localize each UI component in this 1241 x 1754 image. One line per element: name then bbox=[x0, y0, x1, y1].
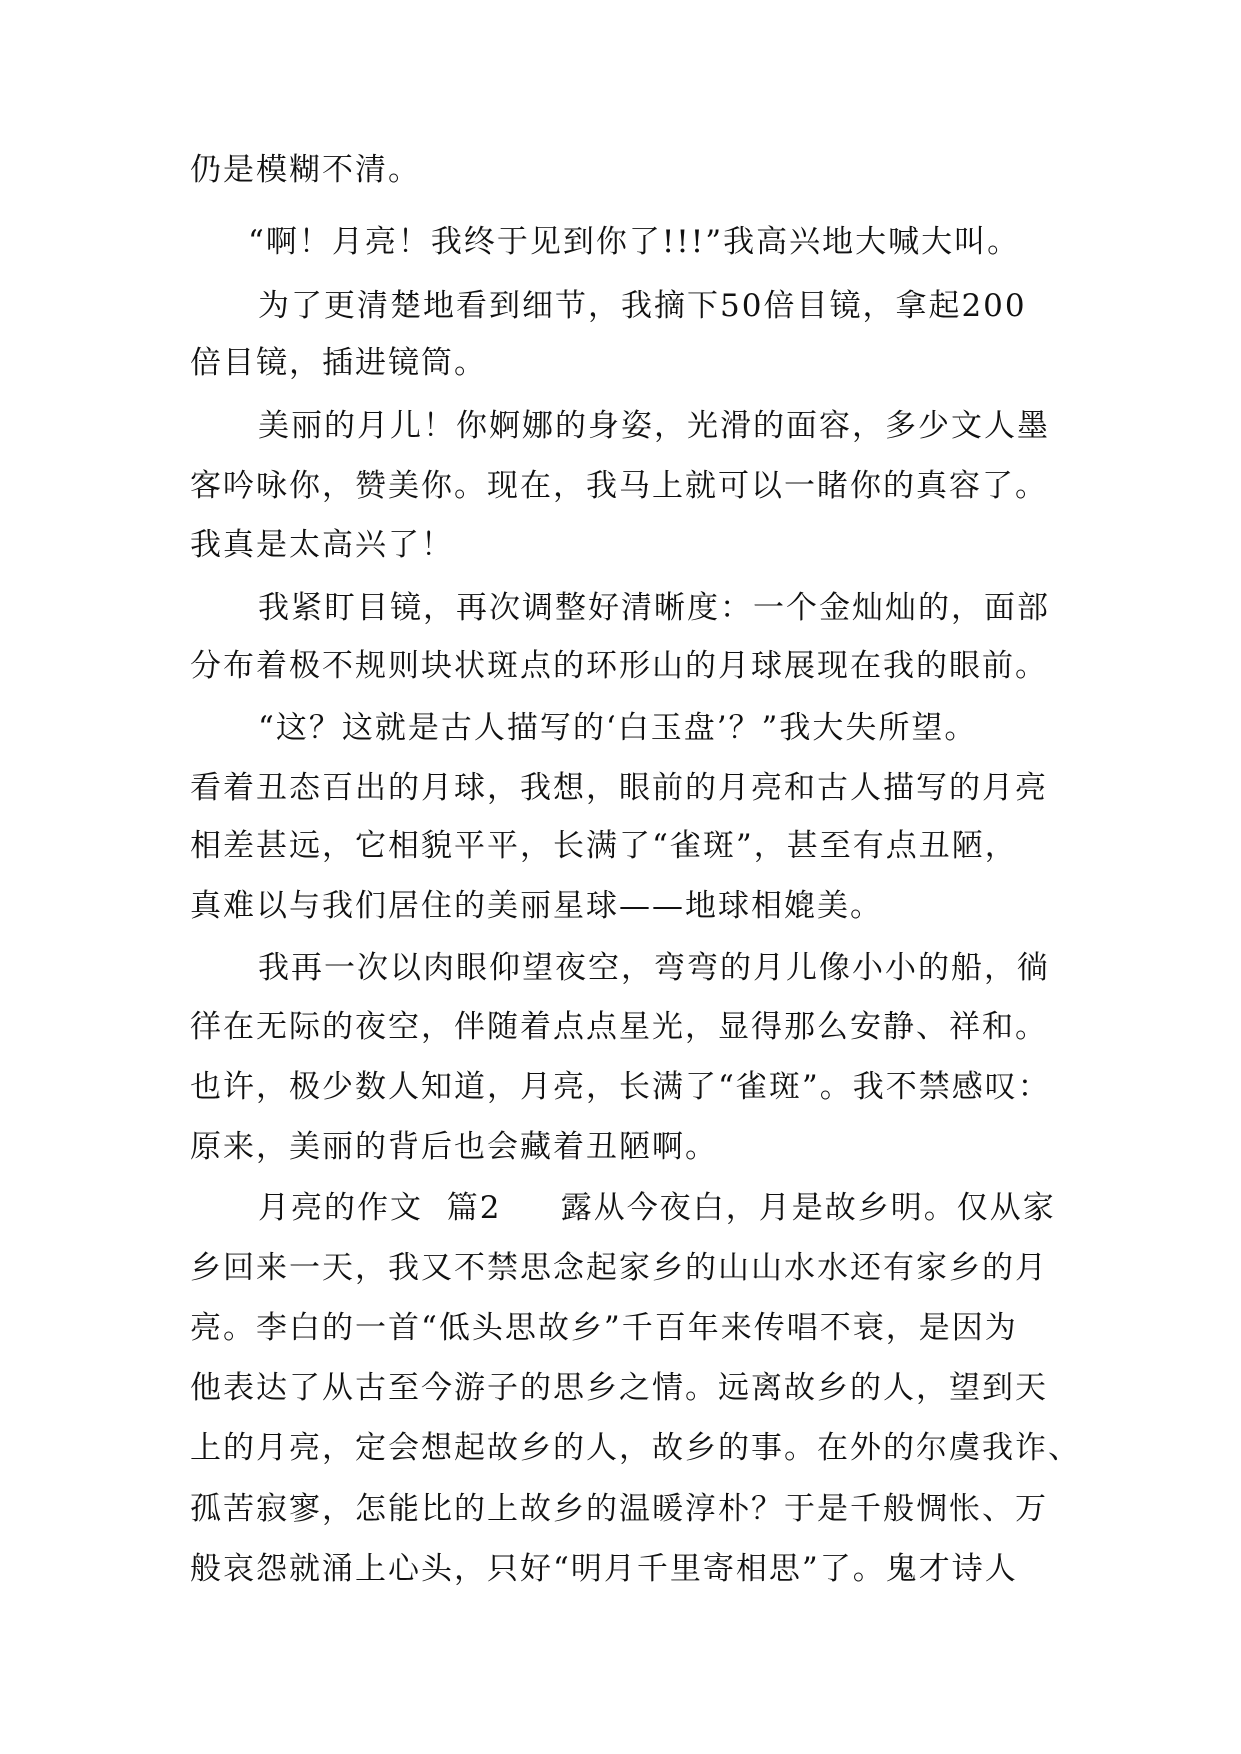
text-line: 徉在无际的夜空，伴随着点点星光，显得那么安静、祥和。 bbox=[190, 1009, 1048, 1045]
text-line: 般哀怨就涌上心头，只好“明月千里寄相思”了。鬼才诗人 bbox=[190, 1551, 1018, 1587]
text-line: 我再一次以肉眼仰望夜空，弯弯的月儿像小小的船，徜 bbox=[258, 950, 1050, 986]
text-line: 分布着极不规则块状斑点的环形山的月球展现在我的眼前。 bbox=[190, 648, 1048, 684]
text-line: 孤苦寂寥，怎能比的上故乡的温暖淳朴？于是千般惆怅、万 bbox=[190, 1491, 1048, 1527]
text-line: 仍是模糊不清。 bbox=[190, 152, 421, 188]
text-line: 相差甚远，它相貌平平，长满了“雀斑”，甚至有点丑陋， bbox=[190, 828, 1018, 864]
text-line: 原来，美丽的背后也会藏着丑陋啊。 bbox=[190, 1129, 718, 1165]
text-line: 为了更清楚地看到细节，我摘下50倍目镜，拿起200 bbox=[258, 288, 1027, 324]
text-line: 上的月亮，定会想起故乡的人，故乡的事。在外的尔虞我诈、 bbox=[190, 1430, 1081, 1466]
text-line: 美丽的月儿！你婀娜的身姿，光滑的面容，多少文人墨 bbox=[258, 408, 1050, 444]
text-line: 乡回来一天，我又不禁思念起家乡的山山水水还有家乡的月 bbox=[190, 1250, 1048, 1286]
text-line: 月亮的作文 篇2 露从今夜白，月是故乡明。仅从家 bbox=[258, 1190, 1056, 1226]
text-line: 也许，极少数人知道，月亮，长满了“雀斑”。我不禁感叹： bbox=[190, 1069, 1051, 1105]
text-line: 他表达了从古至今游子的思乡之情。远离故乡的人，望到天 bbox=[190, 1370, 1048, 1406]
text-line: 看着丑态百出的月球，我想，眼前的月亮和古人描写的月亮 bbox=[190, 770, 1048, 806]
text-line: 真难以与我们居住的美丽星球——地球相媲美。 bbox=[190, 888, 883, 924]
text-line: 亮。李白的一首“低头思故乡”千百年来传唱不衰，是因为 bbox=[190, 1310, 1018, 1346]
text-line: 倍目镜，插进镜筒。 bbox=[190, 345, 487, 381]
text-line: 我紧盯目镜，再次调整好清晰度：一个金灿灿的，面部 bbox=[258, 590, 1050, 626]
text-line: 我真是太高兴了！ bbox=[190, 527, 454, 563]
text-line: “啊！月亮！我终于见到你了!!!”我高兴地大喊大叫。 bbox=[248, 224, 1021, 260]
text-line: “这？这就是古人描写的‘白玉盘’？”我大失所望。 bbox=[258, 710, 978, 746]
text-line: 客吟咏你，赞美你。现在，我马上就可以一睹你的真容了。 bbox=[190, 468, 1048, 504]
